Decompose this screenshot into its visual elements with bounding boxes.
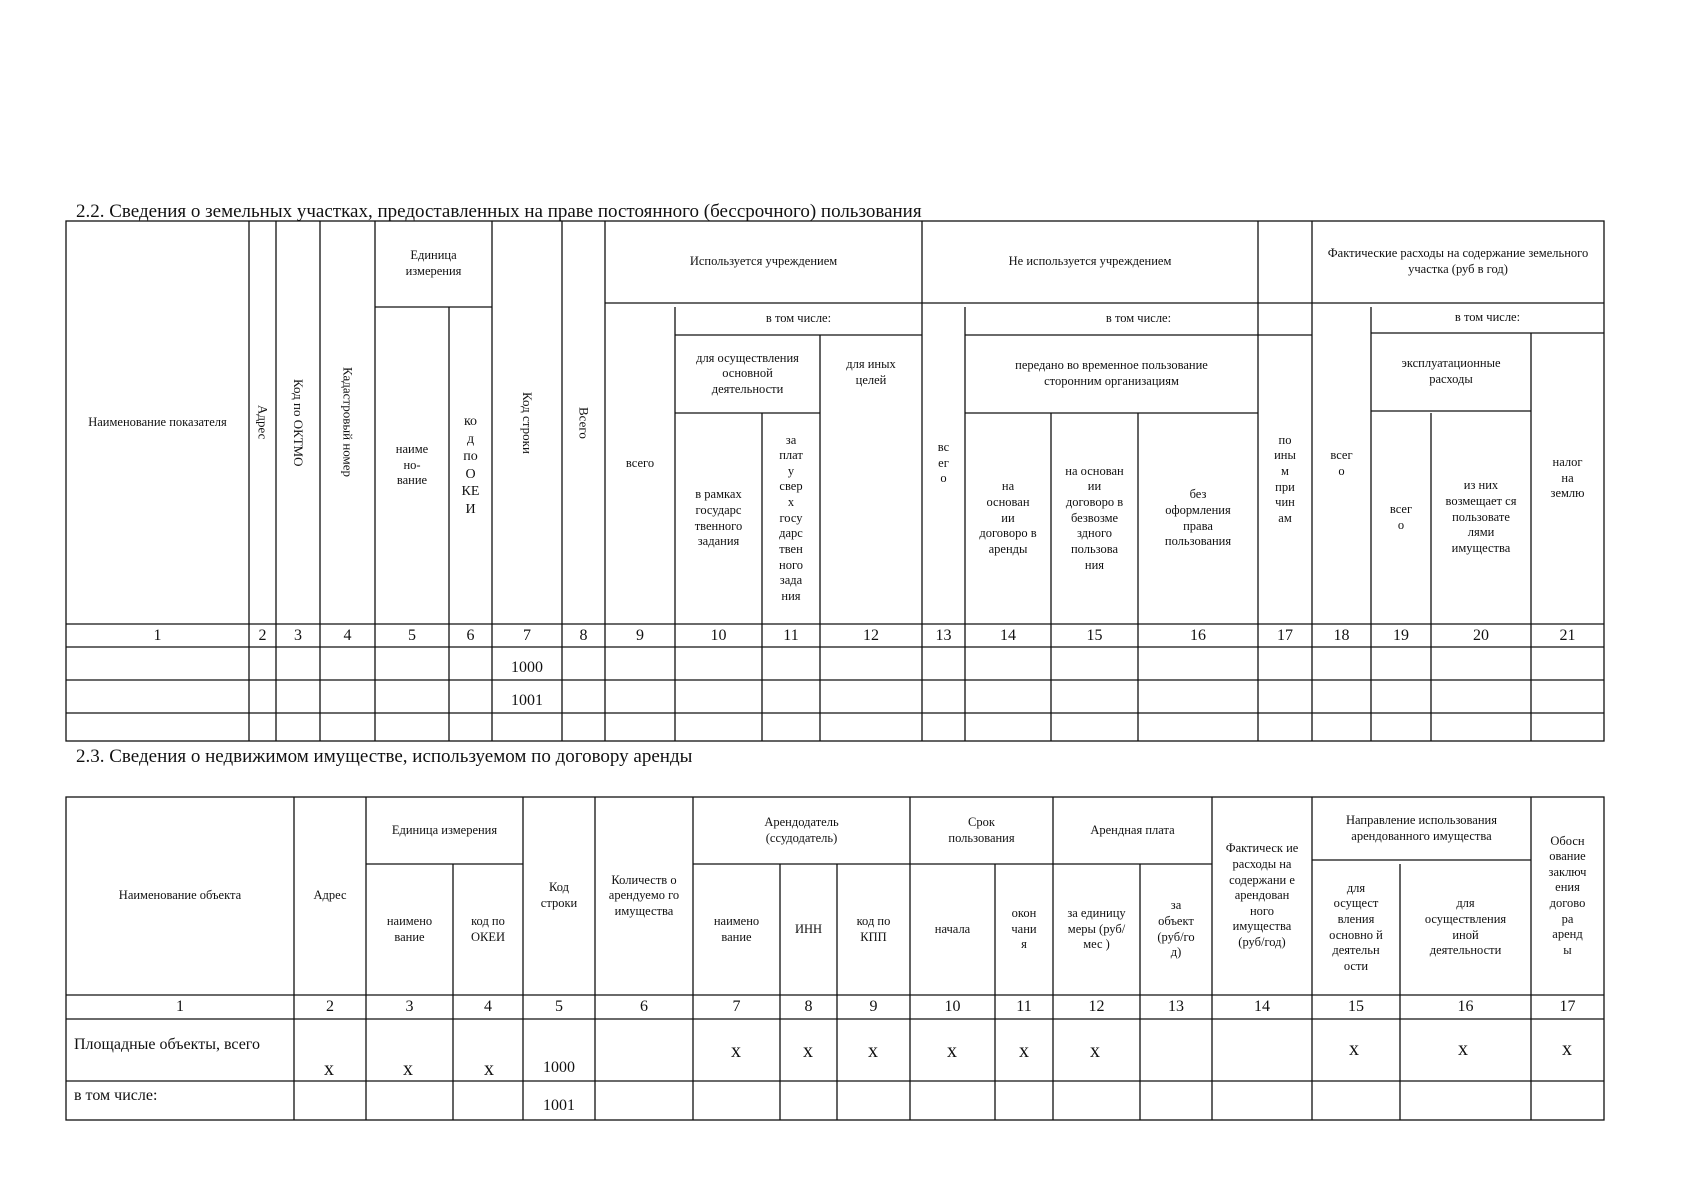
row-code-1001: 1001 (543, 1097, 575, 1114)
not-applicable-mark: х (1090, 1040, 1100, 1062)
col-number: 7 (523, 626, 531, 644)
col-number: 20 (1473, 626, 1489, 644)
col-number: 13 (935, 626, 952, 644)
header-expenses-all: всег о (1330, 447, 1353, 478)
col-number: 15 (1086, 626, 1103, 644)
col-number: 8 (579, 626, 588, 644)
col-number: 8 (804, 998, 813, 1015)
header-direction: Направление использования арендованного имущества (1346, 812, 1497, 843)
header-unit-name: наимено вание (386, 913, 433, 944)
header-rent: Арендная плата (1090, 822, 1175, 837)
header-unit-okei: ко д по О КЕ И (461, 414, 480, 517)
not-applicable-mark: х (324, 1058, 334, 1080)
col-number: 11 (1016, 998, 1032, 1015)
header-term-start: начала (934, 921, 971, 936)
header-rent-per-object: за объект (руб/го д) (1157, 898, 1195, 960)
header-transferred-lease: на основан ии договоро в аренды (979, 479, 1037, 556)
not-applicable-mark: х (403, 1058, 413, 1080)
header-kpp: код по КПП (856, 913, 891, 944)
header-not-used-all: вс ег о (937, 440, 950, 486)
col-number: 14 (1000, 626, 1016, 644)
header-address: Адрес (313, 888, 347, 903)
col-number: 7 (732, 998, 741, 1015)
not-applicable-mark: х (1349, 1038, 1359, 1060)
header-used-fee: за плат у свер х госу дарс твен ного зада ния (779, 432, 804, 603)
row-code-1000: 1000 (543, 1059, 575, 1076)
col-number: 10 (944, 998, 961, 1015)
section-2-2-title: 2.2. Сведения о земельных участках, предоставленных на праве постоянного (бессрочного) пользования (76, 201, 922, 222)
col-number: 1 (153, 626, 162, 644)
not-applicable-mark: х (731, 1040, 741, 1062)
not-applicable-mark: х (947, 1040, 957, 1062)
col-number: 5 (408, 626, 416, 644)
header-row-code: Код строки (540, 880, 578, 910)
header-used-incl: в том числе: (765, 311, 832, 326)
header-land-tax: налог на землю (1550, 455, 1585, 501)
header-term: Срок пользования (948, 814, 1015, 845)
header-actual-expenses: Фактическ ие расходы на содержани е арендован ного имущества (руб/год) (1225, 841, 1299, 950)
header-used-other: для иных целей (846, 357, 896, 387)
header-transferred: передано во временное пользование сторонним организациям (1015, 358, 1208, 388)
col-number: 6 (466, 626, 475, 644)
col-number: 17 (1277, 626, 1293, 644)
col-number: 2 (326, 998, 334, 1015)
header-expenses-incl: в том числе: (1454, 310, 1521, 325)
col-number: 5 (555, 998, 563, 1015)
section-2-3-title: 2.3. Сведения о недвижимом имуществе, используемом по договору аренды (76, 746, 693, 767)
header-used-all: всего (625, 455, 655, 470)
col-number: 16 (1190, 626, 1206, 644)
header-row-code: Код строки (520, 391, 536, 454)
not-applicable-mark: х (803, 1040, 813, 1062)
header-total: Всего (576, 406, 592, 439)
header-transferred-no-registration: без оформления права пользования (1164, 487, 1232, 549)
header-unit-name: наиме но- вание (395, 442, 429, 488)
header-justification: Обосн ование заключ ения догово ра аренд ы (1548, 833, 1587, 957)
header-other-reasons: по ины м при чин ам (1274, 432, 1296, 525)
header-unit: Единица измерения (405, 248, 462, 278)
header-object-name: Наименование объекта (118, 888, 242, 903)
col-number: 18 (1333, 626, 1350, 644)
row-name-area-objects: Площадные объекты, всего (74, 1036, 260, 1053)
header-indicator-name: Наименование показателя (88, 414, 227, 429)
col-number: 3 (294, 626, 302, 644)
not-applicable-mark: х (1458, 1038, 1468, 1060)
header-transferred-free-use: на основан ии договоро в безвозме здного пользова ния (1065, 463, 1124, 572)
col-number: 14 (1254, 998, 1270, 1015)
col-number: 10 (710, 626, 727, 644)
header-expenses: Фактические расходы на содержание земельного участка (руб в год) (1327, 246, 1589, 276)
col-number: 12 (1088, 998, 1105, 1015)
header-direction-other: для осуществления иной деятельности (1424, 896, 1507, 958)
col-number: 4 (484, 998, 492, 1015)
col-number: 6 (640, 998, 648, 1015)
not-applicable-mark: х (1019, 1040, 1029, 1062)
col-number: 12 (863, 626, 879, 644)
header-lessor: Арендодатель (ссудодатель) (764, 814, 839, 845)
header-reimbursed: из них возмещает ся пользовате лями имущества (1445, 478, 1517, 555)
header-unit-okei: код по ОКЕИ (470, 913, 506, 944)
header-unit: Единица измерения (391, 822, 498, 837)
header-cadastral-number: Кадастровый номер (340, 367, 356, 478)
col-number: 11 (783, 626, 799, 644)
header-operating-all: всег о (1389, 501, 1413, 532)
col-number: 21 (1559, 626, 1576, 644)
col-number: 16 (1457, 998, 1474, 1015)
header-quantity: Количеств о арендуемо го имущества (608, 872, 680, 918)
header-used-main: для осуществления основной деятельности (696, 350, 799, 396)
col-number: 4 (343, 626, 352, 644)
header-rent-per-unit: за единицу меры (руб/мес ) (1067, 906, 1126, 952)
header-term-end: окон чани я (1011, 906, 1037, 952)
col-number: 17 (1559, 998, 1576, 1015)
not-applicable-mark: х (484, 1058, 494, 1080)
col-number: 1 (176, 998, 184, 1015)
col-number: 9 (869, 998, 878, 1015)
col-number: 9 (636, 626, 644, 644)
header-not-used: Не используется учреждением (1008, 254, 1172, 269)
not-applicable-mark: х (868, 1040, 878, 1062)
col-number: 15 (1348, 998, 1364, 1015)
header-used: Используется учреждением (689, 254, 838, 269)
row-code-1001: 1001 (511, 691, 543, 709)
header-address: Адрес (255, 405, 271, 440)
row-name-including: в том числе: (74, 1087, 158, 1104)
header-used-state-task: в рамках государс твенного задания (694, 487, 743, 549)
col-number: 13 (1168, 998, 1184, 1015)
header-lessor-name: наимено вание (713, 913, 760, 944)
col-number: 3 (405, 998, 414, 1015)
header-not-used-incl: в том числе: (1105, 311, 1172, 326)
header-direction-main: для осущест вления основно й деятельн ости (1329, 880, 1383, 973)
col-number: 19 (1393, 626, 1409, 644)
header-inn: ИНН (794, 921, 823, 936)
row-code-1000: 1000 (511, 658, 543, 676)
header-oktmo: Код по ОКТМО (291, 378, 307, 467)
header-operating-expenses: эксплуатационные расходы (1401, 356, 1501, 386)
not-applicable-mark: х (1562, 1038, 1572, 1060)
col-number: 2 (258, 626, 267, 644)
